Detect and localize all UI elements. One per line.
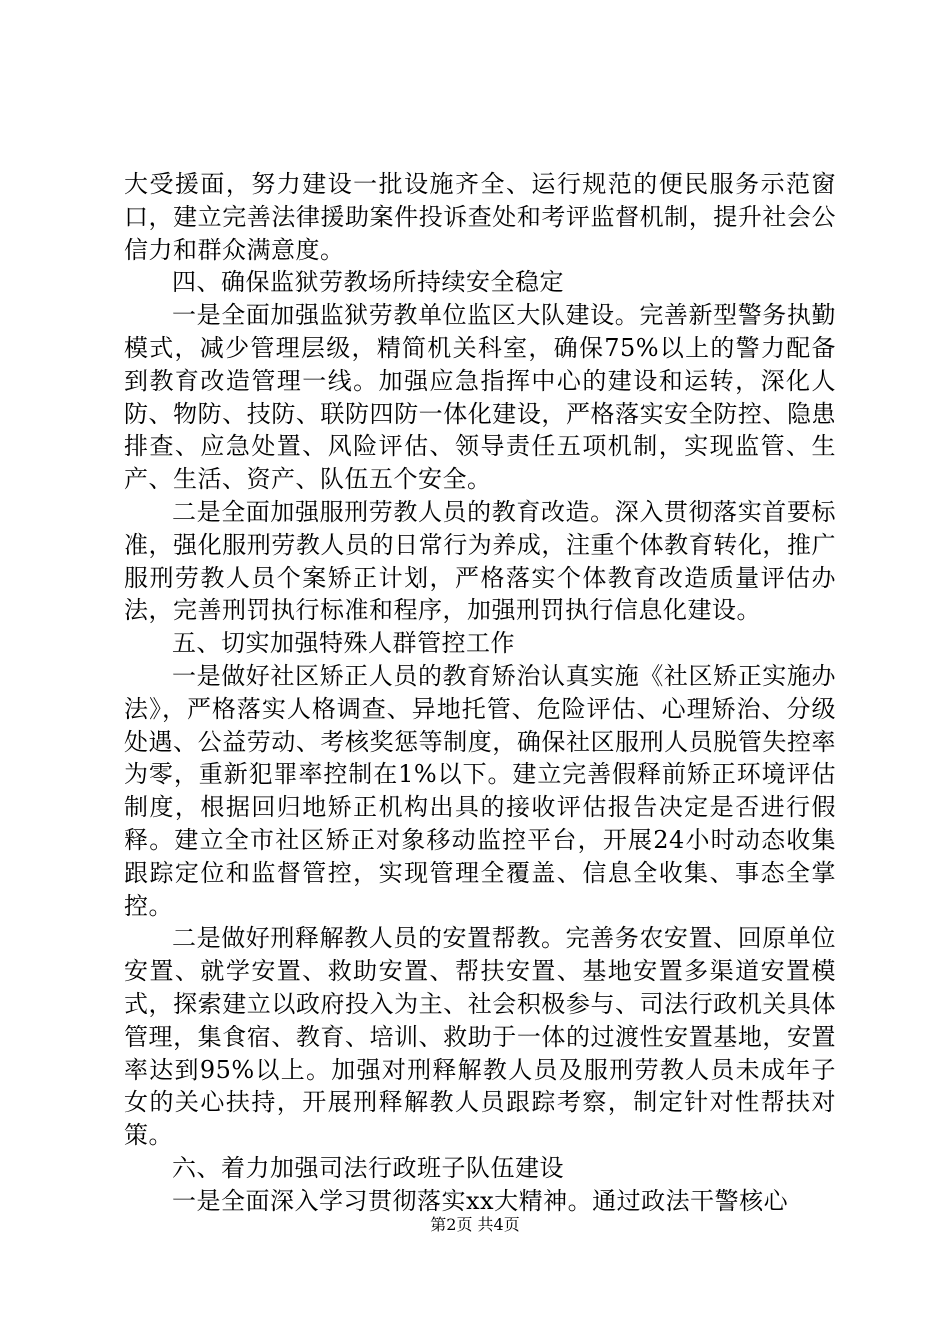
paragraph-3: 二是全面加强服刑劳教人员的教育改造。深入贯彻落实首要标准，强化服刑劳教人员的日常行为养成，注重个体教育转化，推广服刑劳教人员个案矫正计划，严格落实个体教育改造质量评估办法，完善刑罚执行标准和程序，加强刑罚执行信息化建设。	[124, 497, 836, 625]
paragraph-6: 一是全面深入学习贯彻落实xx大精神。通过政法干警核心	[172, 1186, 789, 1215]
page-number: 第2页 共4页	[430, 1215, 520, 1234]
heading-section-6: 六、着力加强司法行政班子队伍建设	[172, 1153, 564, 1182]
paragraph-2: 一是全面加强监狱劳教单位监区大队建设。完善新型警务执勤模式，减少管理层级，精简机关科室，确保75%以上的警力配备到教育改造管理一线。加强应急指挥中心的建设和运转，深化人防、物防、技防、联防四防一体化建设，严格落实安全防控、隐患排查、应急处置、风险评估、领导责任五项机制，实现监管、生产、生活、资产、队伍五个安全。	[124, 301, 836, 494]
heading-section-5: 五、切实加强特殊人群管控工作	[172, 629, 515, 658]
document-body	[124, 168, 836, 1218]
paragraph-5: 二是做好刑释解教人员的安置帮教。完善务农安置、回原单位安置、就学安置、救助安置、帮扶安置、基地安置多渠道安置模式，探索建立以政府投入为主、社会积极参与、司法行政机关具体管理，集食宿、教育、培训、救助于一体的过渡性安置基地，安置率达到95%以上。加强对刑释解教人员及服刑劳教人员未成年子女的关心扶持，开展刑释解教人员跟踪考察，制定针对性帮扶对策。	[124, 924, 836, 1150]
paragraph-1: 大受援面，努力建设一批设施齐全、运行规范的便民服务示范窗口，建立完善法律援助案件投诉查处和考评监督机制，提升社会公信力和群众满意度。	[124, 170, 836, 264]
paragraph-4: 一是做好社区矫正人员的教育矫治认真实施《社区矫正实施办法》，严格落实人格调查、异地托管、危险评估、心理矫治、分级处遇、公益劳动、考核奖惩等制度，确保社区服刑人员脱管失控率为零，重新犯罪率控制在1%以下。建立完善假释前矫正环境评估制度，根据回归地矫正机构出具的接收评估报告决定是否进行假释。建立全市社区矫正对象移动监控平台，开展24小时动态收集跟踪定位和监督管控，实现管理全覆盖、信息全收集、事态全掌控。	[124, 661, 836, 920]
heading-section-4: 四、确保监狱劳教场所持续安全稳定	[172, 268, 564, 297]
page-footer	[0, 1215, 950, 1235]
